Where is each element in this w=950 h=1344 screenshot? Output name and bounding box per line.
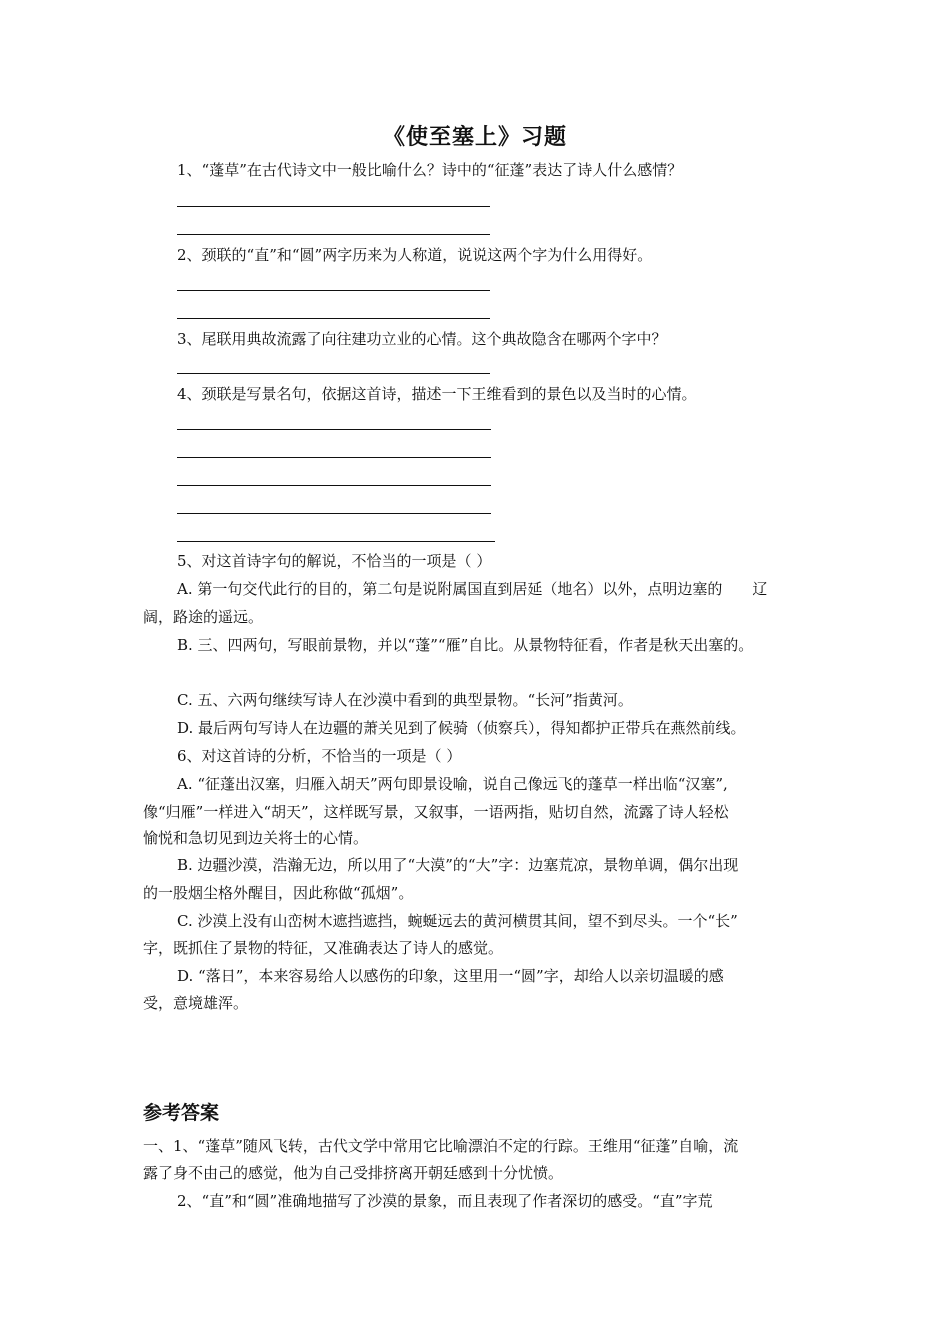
option-5a: A. 第一句交代此行的目的，第二句是说附属国直到居延（地名）以外，点明边塞的 辽 — [177, 580, 768, 598]
answer-blank-line[interactable] — [177, 318, 490, 319]
option-6d: D. “落日”，本来容易给人以感伤的印象，这里用一“圆”字，却给人以亲切温暖的感 — [177, 967, 724, 985]
answer-blank-line[interactable] — [177, 485, 491, 486]
option-6d-continued: 受，意境雄浑。 — [143, 994, 249, 1012]
page-title: 《使至塞上》习题 — [382, 125, 567, 150]
option-6b-continued: 的一股烟尘格外醒目，因此称做“孤烟”。 — [143, 884, 414, 902]
answer-blank-line[interactable] — [177, 206, 490, 207]
answer-2: 2、“直”和“圆”准确地描写了沙漠的景象，而且表现了作者深切的感受。“直”字荒 — [177, 1192, 713, 1210]
answer-blank-line[interactable] — [177, 234, 490, 235]
option-6c-continued: 字，既抓住了景物的特征，又准确表达了诗人的感觉。 — [143, 939, 504, 957]
answer-1: 一、1、“蓬草”随风飞转，古代文学中常用它比喻漂泊不定的行踪。王维用“征蓬”自喻，流 — [143, 1137, 739, 1155]
option-5d: D. 最后两句写诗人在边疆的萧关见到了候骑（侦察兵），得知都护正带兵在燕然前线。 — [177, 719, 746, 737]
question-1: 1、“蓬草”在古代诗文中一般比喻什么？诗中的“征蓬”表达了诗人什么感情？ — [177, 161, 683, 179]
question-2: 2、颈联的“直”和“圆”两字历来为人称道，说说这两个字为什么用得好。 — [177, 246, 653, 264]
answer-1-continued: 露了身不由己的感觉，他为自己受排挤离开朝廷感到十分忧愤。 — [143, 1164, 564, 1182]
answer-blank-line[interactable] — [177, 373, 490, 374]
question-4: 4、颈联是写景名句，依据这首诗，描述一下王维看到的景色以及当时的心情。 — [177, 385, 697, 403]
question-3: 3、尾联用典故流露了向往建功立业的心情。这个典故隐含在哪两个字中？ — [177, 330, 667, 348]
option-6b: B. 边疆沙漠，浩瀚无边，所以用了“大漠”的“大”字：边塞荒凉，景物单调，偶尔出现 — [177, 856, 739, 874]
option-6a: A. “征蓬出汉塞，归雁入胡天”两句即景设喻，说自己像远飞的蓬草一样出临“汉塞”, — [177, 775, 728, 793]
answer-blank-line[interactable] — [177, 457, 491, 458]
option-6c: C. 沙漠上没有山峦树木遮挡遮挡，蜿蜒远去的黄河横贯其间，望不到尽头。一个“长” — [177, 912, 738, 930]
option-5a-continued: 阔，路途的遥远。 — [143, 608, 264, 626]
answers-heading: 参考答案 — [143, 1102, 220, 1124]
option-6a-continued: 愉悦和急切见到边关将士的心情。 — [143, 829, 369, 847]
option-5b: B. 三、四两句，写眼前景物，并以“蓬”“雁”自比。从景物特征看，作者是秋天出塞的。 — [177, 636, 754, 654]
answer-blank-line[interactable] — [177, 541, 495, 542]
question-6: 6、对这首诗的分析，不恰当的一项是（ ） — [177, 747, 462, 765]
option-6a-continued: 像“归雁”一样进入“胡天”，这样既写景，又叙事，一语两指，贴切自然，流露了诗人轻松 — [143, 803, 729, 821]
question-5: 5、对这首诗字句的解说，不恰当的一项是（ ） — [177, 552, 492, 570]
answer-blank-line[interactable] — [177, 429, 491, 430]
answer-blank-line[interactable] — [177, 290, 490, 291]
option-5c: C. 五、六两句继续写诗人在沙漠中看到的典型景物。“长河”指黄河。 — [177, 691, 633, 709]
answer-blank-line[interactable] — [177, 513, 491, 514]
